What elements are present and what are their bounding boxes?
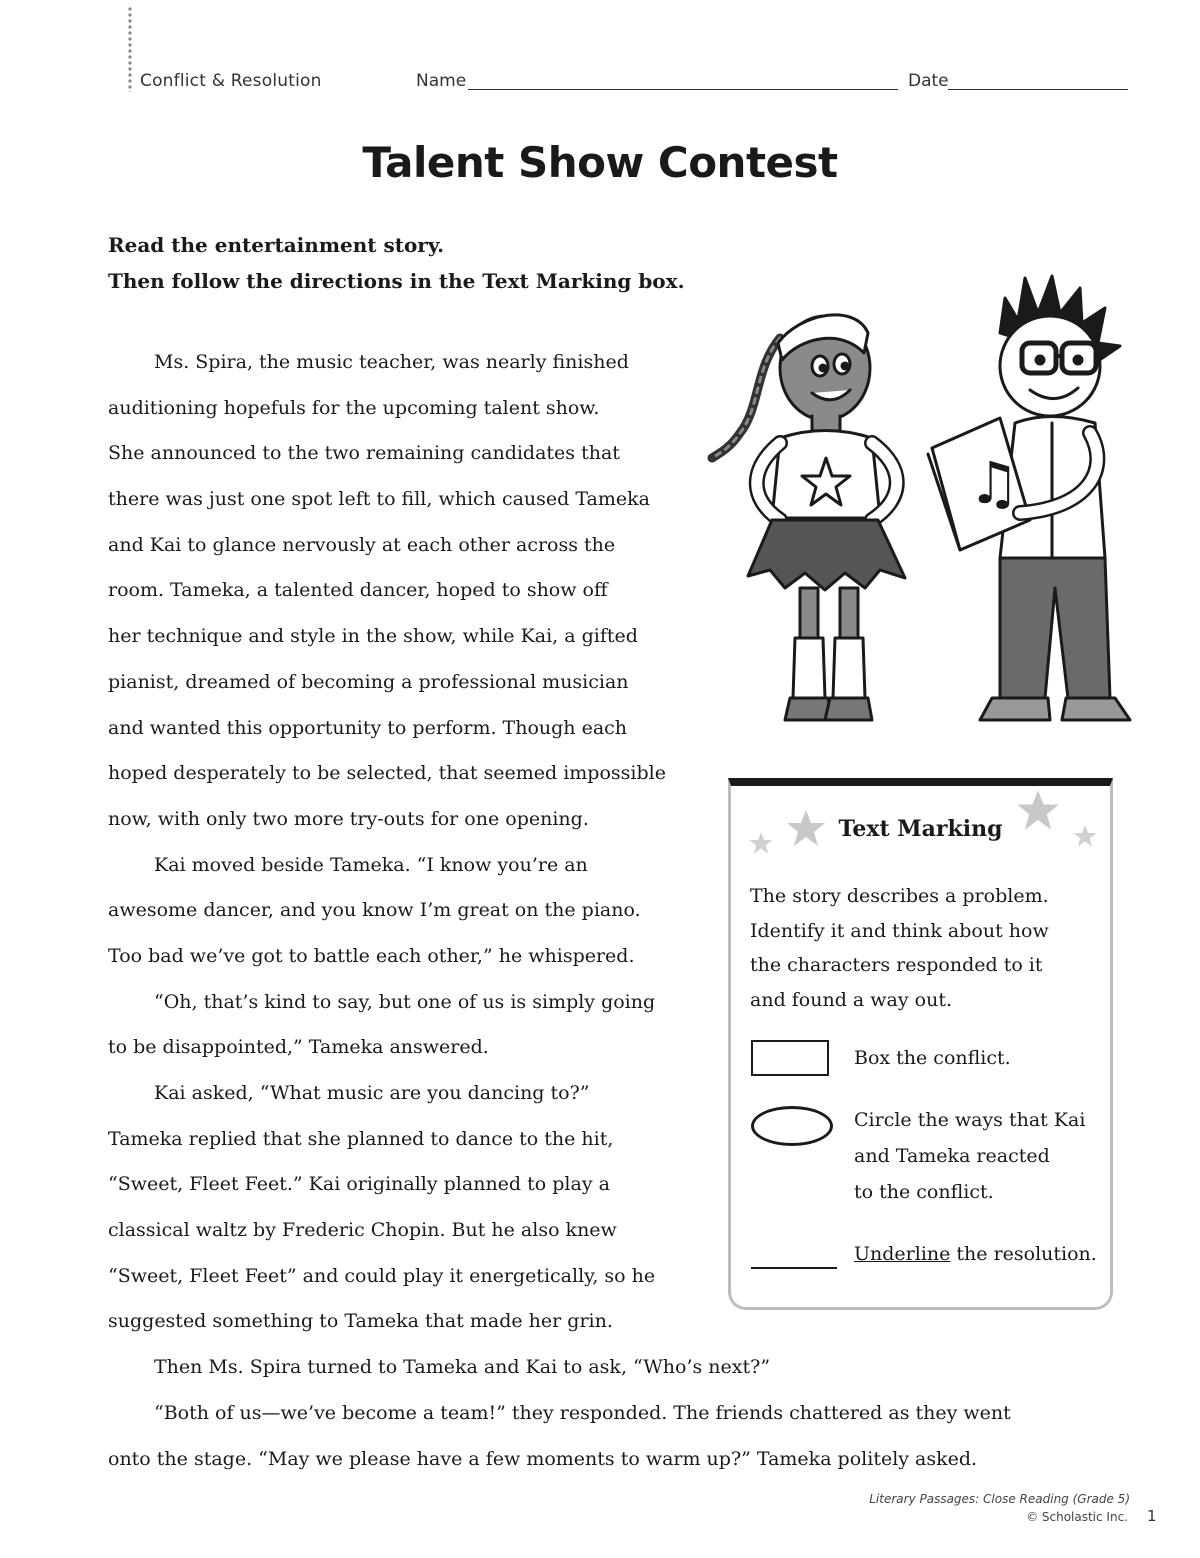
box-instruction: Box the conflict. [854, 1047, 1011, 1069]
intro-line: The story describes a problem. [750, 885, 1049, 907]
page-number: 1 [1147, 1507, 1157, 1525]
text-marking-title: Text Marking [838, 816, 1003, 842]
story-line: “Sweet, Fleet Feet.” Kai originally planned to play a [108, 1173, 610, 1196]
story-line: “Sweet, Fleet Feet” and could play it energetically, so he [108, 1264, 656, 1287]
date-field-line[interactable] [948, 89, 1128, 90]
underline-word: Underline [854, 1243, 951, 1265]
name-label: Name [416, 71, 467, 91]
story-line: Then Ms. Spira turned to Tameka and Kai to ask, “Who’s next?” [154, 1356, 771, 1379]
story-line: hoped desperately to be selected, that seemed impossible [108, 762, 666, 785]
underline-rest: the resolution. [950, 1243, 1097, 1265]
story-line: “Both of us—we’ve become a team!” they responded. The friends chattered as they went [154, 1401, 1011, 1424]
footer-copyright: © Scholastic Inc. [1026, 1510, 1128, 1524]
page-title: Talent Show Contest [362, 138, 838, 187]
story-line: and Kai to glance nervously at each other across the [108, 533, 616, 556]
underline-instruction [854, 1236, 1097, 1272]
directions-line: Then follow the directions in the Text Marking box. [108, 269, 685, 293]
text-marking-box [728, 778, 1113, 1310]
story-line: there was just one spot left to fill, which caused Tameka [108, 488, 650, 511]
story-line: She announced to the two remaining candidates that [108, 442, 620, 465]
story-line: and wanted this opportunity to perform. Though each [108, 716, 628, 739]
text-marking-intro [750, 879, 1100, 1017]
footer-book-title: Literary Passages: Close Reading (Grade 5) [869, 1492, 1130, 1506]
story-line: Kai asked, “What music are you dancing to?” [154, 1082, 590, 1104]
story-line: now, with only two more try-outs for one opening. [108, 807, 589, 830]
story-line: awesome dancer, and you know I’m great on the piano. [108, 899, 641, 922]
kids-illustration [700, 258, 1150, 738]
story-line: to be disappointed,” Tameka answered. [108, 1036, 489, 1059]
story-line: Ms. Spira, the music teacher, was nearly finished [154, 351, 629, 373]
circle-instruction [854, 1102, 1085, 1210]
box-symbol-icon [751, 1040, 829, 1076]
story-line: classical waltz by Frederic Chopin. But he also knew [108, 1219, 617, 1242]
directions [108, 227, 685, 299]
circle-instruction-line: to the conflict. [854, 1181, 994, 1203]
story-line: “Oh, that’s kind to say, but one of us is simply going [154, 990, 656, 1013]
circle-instruction-line: Circle the ways that Kai [854, 1109, 1086, 1131]
story-line: room. Tameka, a talented dancer, hoped to show off [108, 579, 608, 602]
intro-line: Identify it and think about how [750, 919, 1049, 942]
story-line: Too bad we’ve got to battle each other,” he whispered. [108, 944, 635, 967]
music-note-icon: ♫ [968, 449, 1020, 517]
directions-line: Read the entertainment story. [108, 233, 445, 257]
intro-line: and found a way out. [750, 988, 952, 1011]
story-line: Tameka replied that she planned to dance to the hit, [108, 1127, 614, 1150]
intro-line: the characters responded to it [750, 954, 1043, 976]
name-field-line[interactable] [468, 89, 898, 90]
story-line: auditioning hopefuls for the upcoming talent show. [108, 396, 600, 419]
story-line: suggested something to Tameka that made her grin. [108, 1310, 613, 1333]
circle-symbol-icon [751, 1106, 833, 1146]
dotted-margin-line [127, 6, 133, 92]
date-label: Date [908, 71, 949, 91]
story-line: onto the stage. “May we please have a few moments to warm up?” Tameka politely asked. [108, 1447, 978, 1470]
story-line: her technique and style in the show, while Kai, a gifted [108, 625, 638, 648]
underline-symbol-icon [751, 1267, 837, 1269]
circle-instruction-line: and Tameka reacted [854, 1145, 1050, 1167]
story-line: pianist, dreamed of becoming a professional musician [108, 670, 629, 693]
story-line: Kai moved beside Tameka. “I know you’re an [154, 853, 588, 876]
topic-label: Conflict & Resolution [140, 71, 322, 91]
